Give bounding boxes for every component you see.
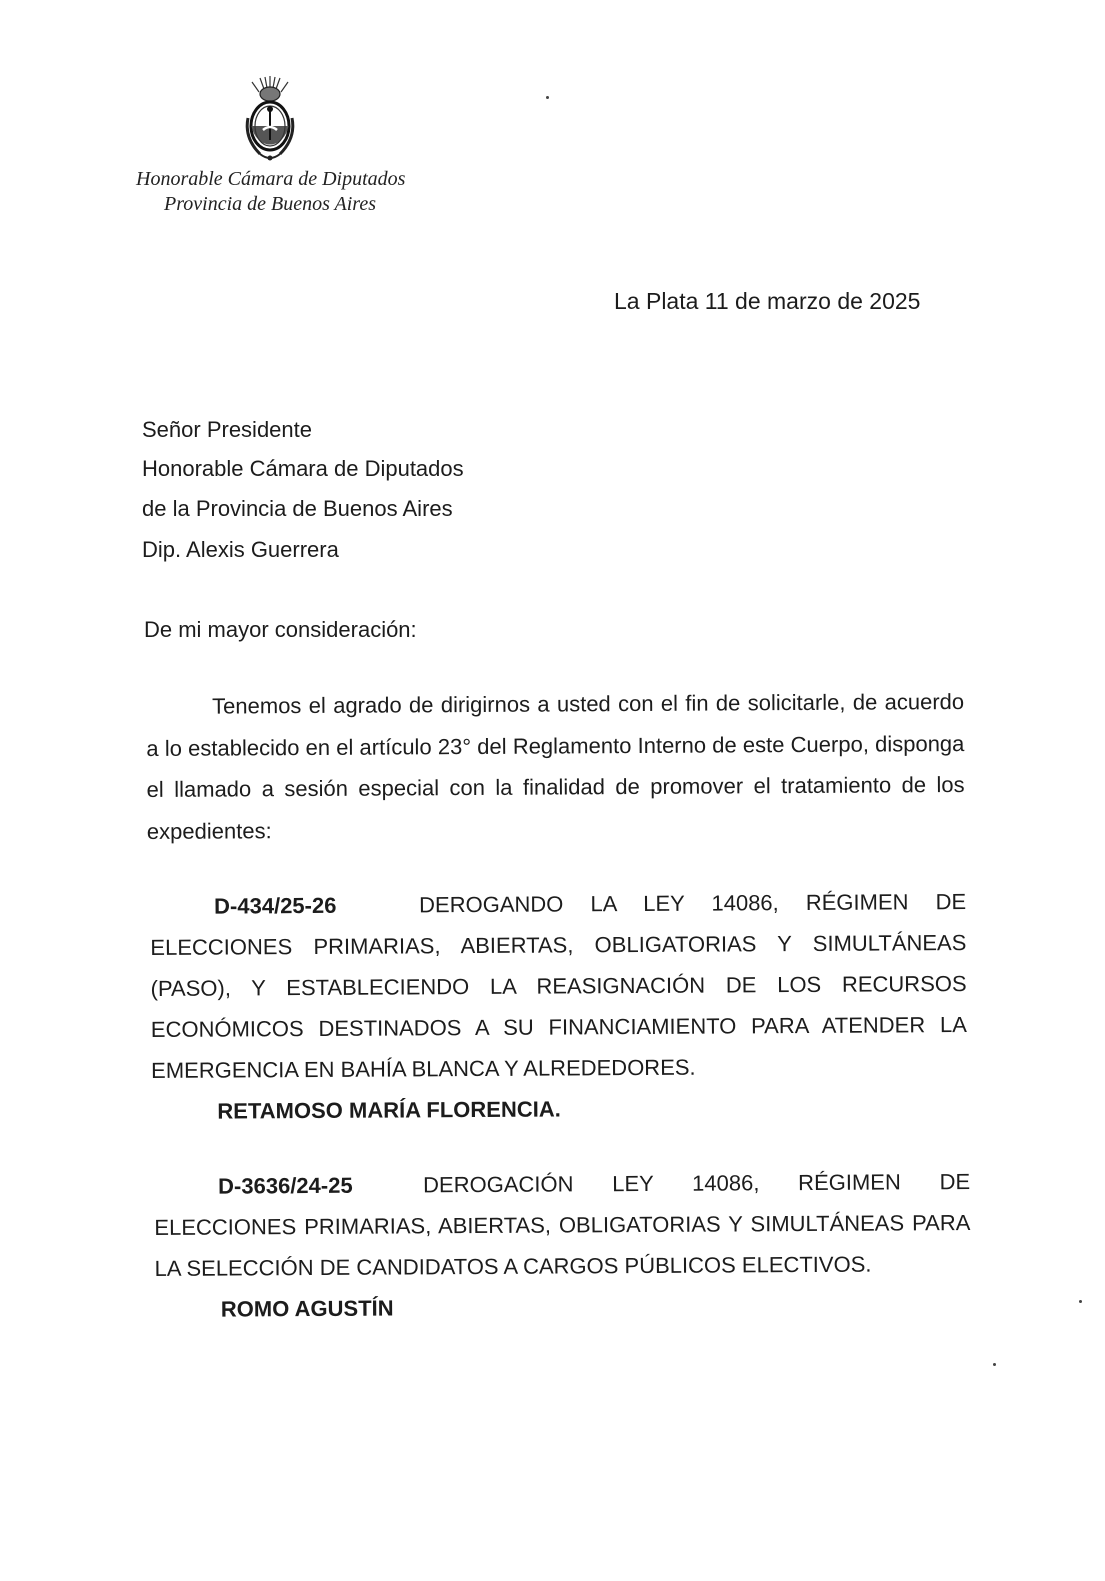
expediente-description: DEROGANDO LA LEY 14086, RÉGIMEN DE ELECCIONES PRIMARIAS, ABIERTAS, OBLIGATORIAS Y SIMULTÁNEAS (PASO), Y ESTABLECIENDO LA REASIGNACIÓN DE LOS RECURSOS ECONÓMICOS DESTINADOS A SU FINANCIAMIENTO PARA ATENDER LA EMERGENCIA EN BAHÍA BLANCA Y ALREDEDORES. (150, 889, 967, 1083)
scan-speck (1079, 1300, 1082, 1303)
expediente-item (150, 881, 967, 1132)
expediente-description: DEROGACIÓN LEY 14086, RÉGIMEN DE ELECCIONES PRIMARIAS, ABIERTAS, OBLIGATORIAS Y SIMULTÁNEAS PARA LA SELECCIÓN DE CANDIDATOS A CARGOS PÚBLICOS ELECTIVOS. (154, 1169, 971, 1281)
expediente-author: RETAMOSO MARÍA FLORENCIA. (217, 1096, 561, 1124)
letterhead-province: Provincia de Buenos Aires (164, 193, 376, 215)
body-paragraph: Tenemos el agrado de dirigirnos a usted con el fin de solicitarle, de acuerdo a lo establecido en el artículo 23° del Reglamento Interno de este Cuerpo, disponga el llamado a sesión especial con la finalidad de promover el tratamiento de los expedientes: (146, 689, 965, 844)
expediente-code: D-434/25-26 (214, 892, 337, 919)
salutation: De mi mayor consideración: (144, 617, 417, 642)
letter-date: La Plata 11 de marzo de 2025 (614, 288, 921, 314)
recipient-line-3: de la Provincia de Buenos Aires (142, 496, 453, 521)
recipient-line-4: Dip. Alexis Guerrera (142, 537, 339, 562)
argentina-coat-of-arms-icon (238, 74, 302, 168)
expediente-code: D-3636/24-25 (218, 1172, 353, 1199)
expediente-author: ROMO AGUSTÍN (220, 1295, 394, 1322)
scan-speck (546, 96, 549, 99)
recipient-line-1: Señor Presidente (142, 417, 312, 442)
expediente-item (154, 1161, 971, 1330)
letterhead-chamber: Honorable Cámara de Diputados (136, 168, 406, 190)
scan-speck (993, 1363, 996, 1366)
recipient-line-2: Honorable Cámara de Diputados (142, 456, 464, 481)
